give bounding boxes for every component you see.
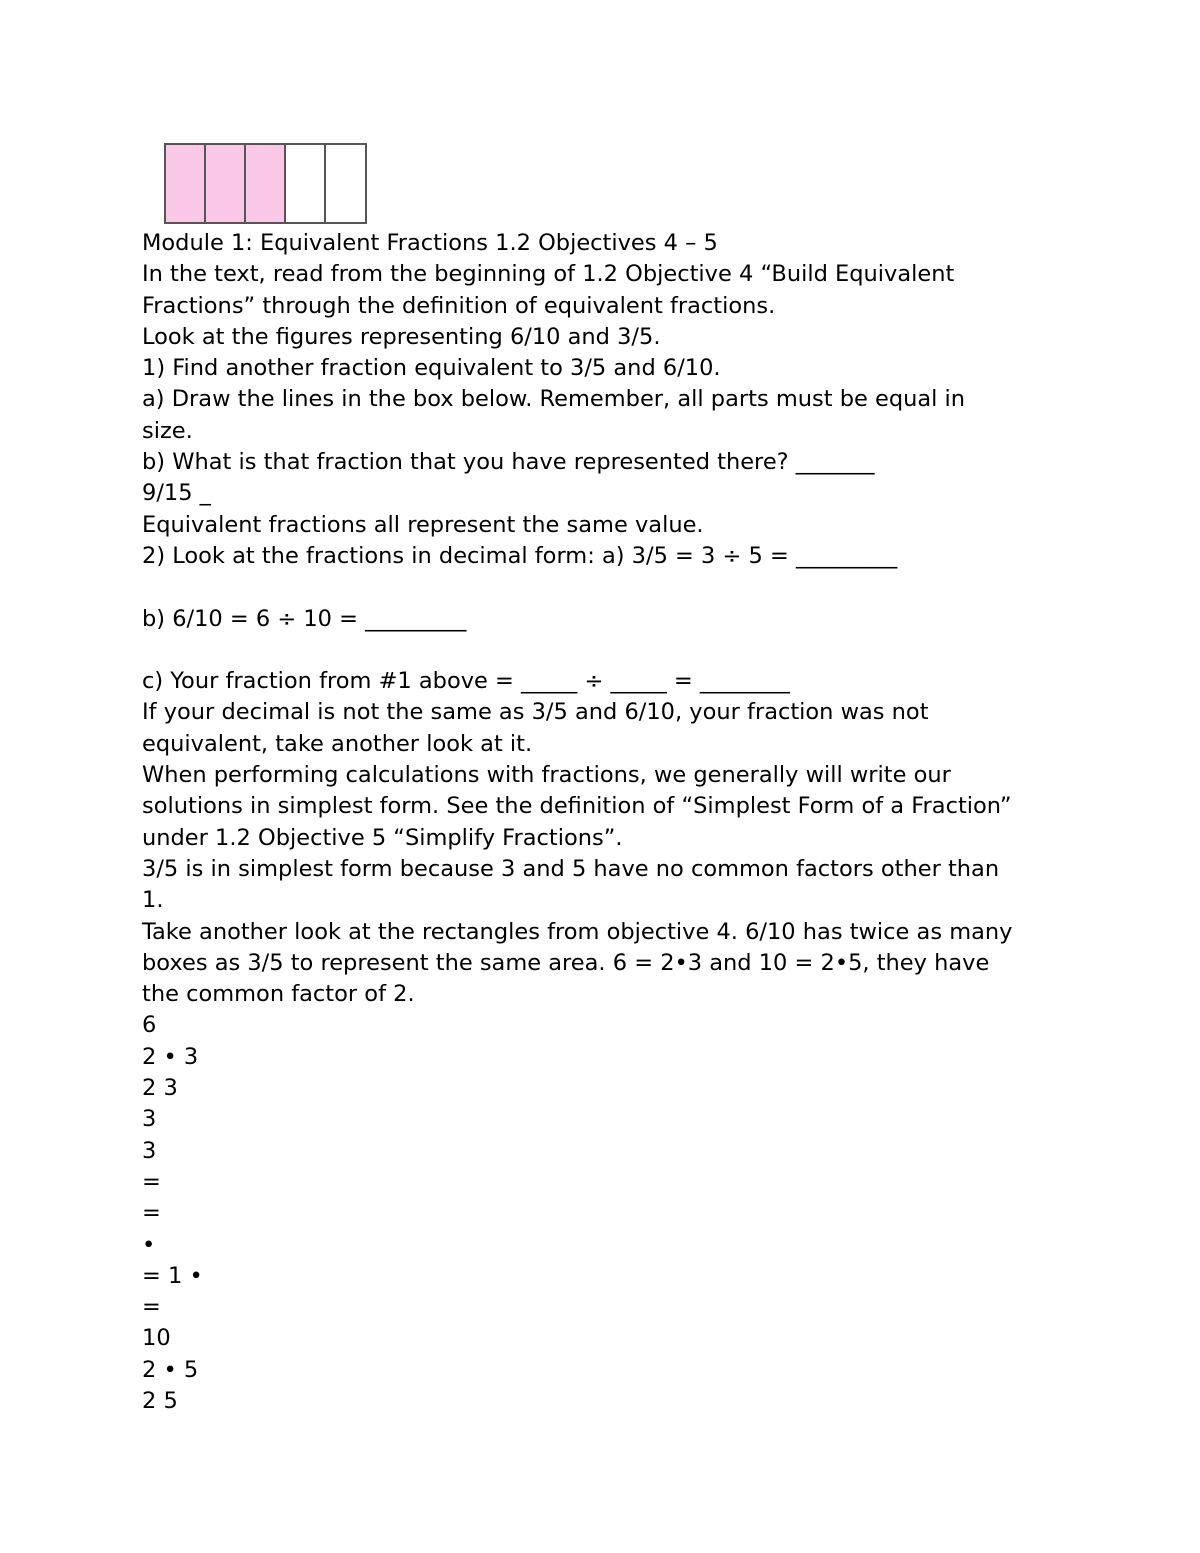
text-line: under 1.2 Objective 5 “Simplify Fractions”. bbox=[142, 824, 623, 851]
math-fragment: = bbox=[142, 1168, 161, 1195]
math-fragment: = 1 • bbox=[142, 1262, 203, 1289]
text-line: Fractions” through the definition of equivalent fractions. bbox=[142, 292, 776, 319]
answer-line: 9/15 _ bbox=[142, 480, 211, 507]
math-fragment: 6 bbox=[142, 1012, 157, 1039]
question-1b: b) What is that fraction that you have represented there? _______ bbox=[142, 449, 875, 476]
question-1a: a) Draw the lines in the box below. Remember, all parts must be equal in bbox=[142, 386, 966, 413]
text-line: the common factor of 2. bbox=[142, 981, 415, 1008]
math-fragment: 3 bbox=[142, 1137, 157, 1164]
math-fragment: 3 bbox=[142, 1106, 157, 1133]
fraction-cell-shaded bbox=[206, 145, 246, 222]
text-line: If your decimal is not the same as 3/5 and 6/10, your fraction was not bbox=[142, 699, 929, 726]
text-line: solutions in simplest form. See the definition of “Simplest Form of a Fraction” bbox=[142, 793, 1012, 820]
module-title: Module 1: Equivalent Fractions 1.2 Objectives 4 – 5 bbox=[142, 230, 718, 256]
math-fragment: 2 • 3 bbox=[142, 1043, 199, 1070]
fraction-cell-shaded bbox=[246, 145, 286, 222]
fraction-cell-empty bbox=[326, 145, 365, 222]
text-line: When performing calculations with fractions, we generally will write our bbox=[142, 762, 951, 789]
question-2a: 2) Look at the fractions in decimal form: a) 3/5 = 3 ÷ 5 = _________ bbox=[142, 542, 898, 569]
math-fragment: = bbox=[142, 1200, 161, 1227]
math-fragment: 10 bbox=[142, 1325, 171, 1352]
document-body bbox=[142, 228, 1072, 1417]
math-fragment: = bbox=[142, 1294, 161, 1321]
text-line: 1. bbox=[142, 887, 164, 914]
math-fragment: 2 3 bbox=[142, 1075, 178, 1102]
math-fragment: 2 • 5 bbox=[142, 1356, 199, 1383]
text-line: 3/5 is in simplest form because 3 and 5 have no common factors other than bbox=[142, 855, 1000, 882]
fraction-cell-shaded bbox=[166, 145, 206, 222]
text-line: Equivalent fractions all represent the same value. bbox=[142, 511, 704, 538]
text-line: size. bbox=[142, 417, 193, 444]
text-line: Look at the figures representing 6/10 and 3/5. bbox=[142, 323, 661, 350]
text-line: equivalent, take another look at it. bbox=[142, 730, 533, 757]
question-2b: b) 6/10 = 6 ÷ 10 = _________ bbox=[142, 605, 467, 632]
text-line: In the text, read from the beginning of 1.2 Objective 4 “Build Equivalent bbox=[142, 261, 955, 288]
blank-line bbox=[142, 572, 1072, 603]
math-fragment: • bbox=[142, 1231, 156, 1258]
question-2c: c) Your fraction from #1 above = _____ ÷ _____ = ________ bbox=[142, 668, 790, 695]
text-line: Take another look at the rectangles from objective 4. 6/10 has twice as many bbox=[142, 918, 1013, 945]
text-line: boxes as 3/5 to represent the same area. 6 = 2•3 and 10 = 2•5, they have bbox=[142, 949, 990, 976]
math-fragment: 2 5 bbox=[142, 1387, 178, 1414]
question-1: 1) Find another fraction equivalent to 3/5 and 6/10. bbox=[142, 355, 721, 382]
blank-line bbox=[142, 635, 1072, 666]
fraction-cell-empty bbox=[286, 145, 326, 222]
fraction-bar-figure bbox=[164, 143, 367, 224]
